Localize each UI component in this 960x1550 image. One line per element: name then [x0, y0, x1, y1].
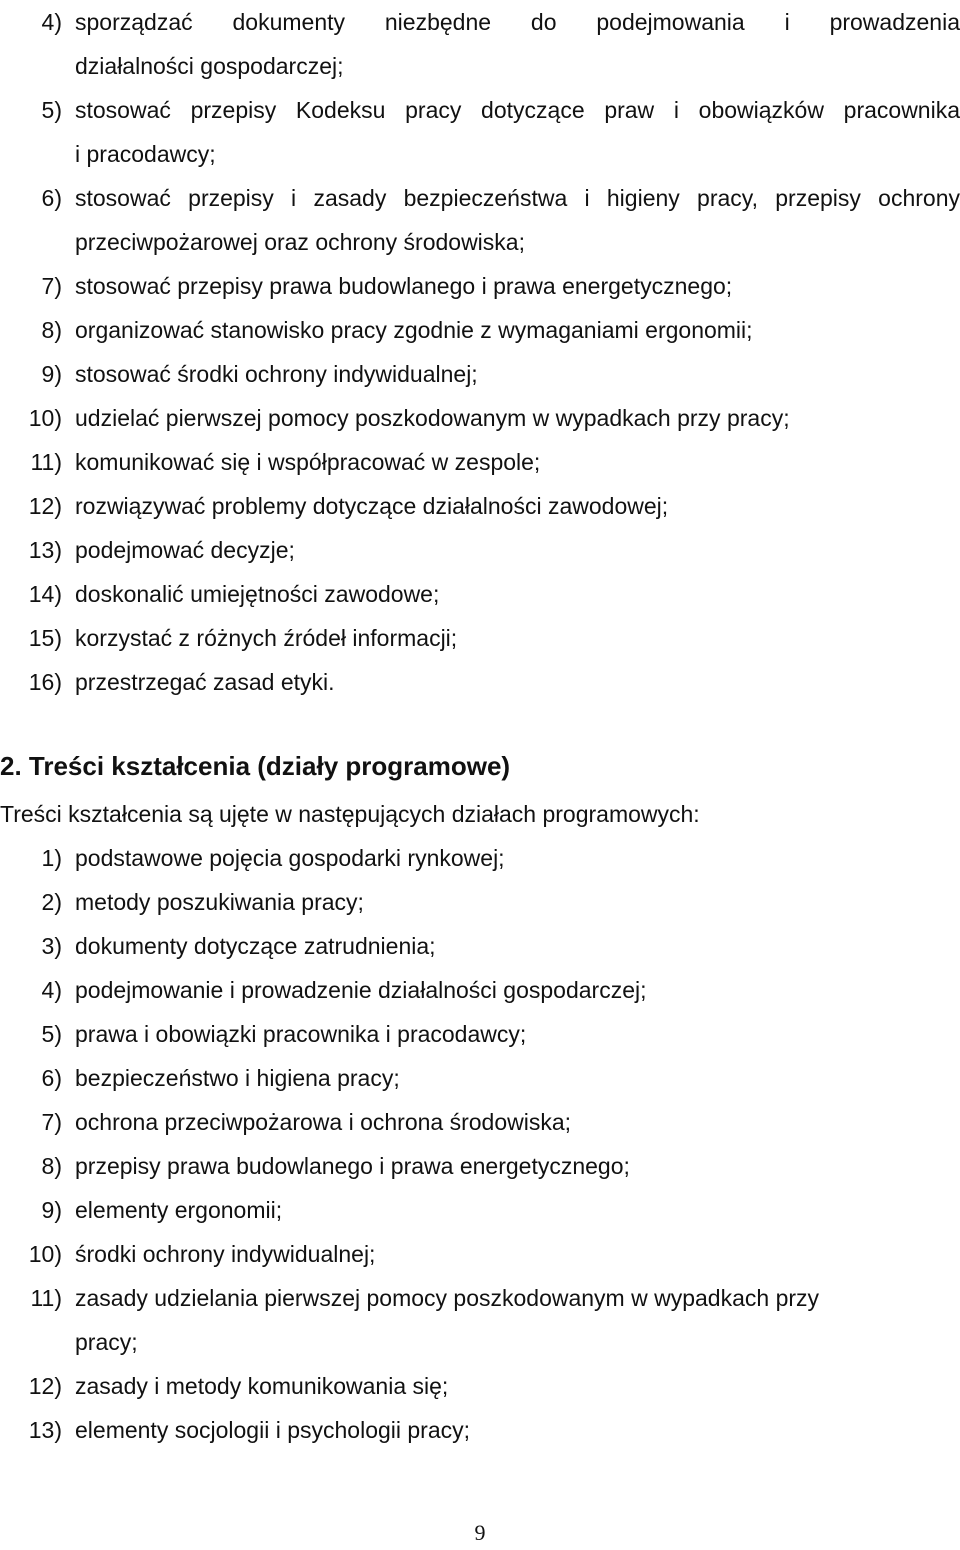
item-text: stosować środki ochrony indywidualnej; [75, 361, 478, 387]
list-item [0, 660, 960, 704]
list-item [0, 440, 960, 484]
item-continuation: działalności gospodarczej; [75, 53, 344, 79]
item-text: stosować przepisy Kodeksu pracy dotyczące praw i obowiązków pracownika [75, 97, 960, 123]
page-number: 9 [474, 1520, 486, 1545]
list-item [0, 88, 960, 132]
item-number: 5) [41, 97, 62, 123]
item-number: 4) [41, 977, 62, 1003]
item-number: 10) [28, 405, 62, 431]
item-text: prawa i obowiązki pracownika i pracodawcy; [75, 1021, 527, 1047]
item-text: doskonalić umiejętności zawodowe; [75, 581, 440, 607]
item-text: podejmować decyzje; [75, 537, 295, 563]
item-number: 4) [41, 9, 62, 35]
item-number: 10) [28, 1241, 62, 1267]
list-item [0, 1408, 960, 1452]
item-number: 13) [28, 1417, 62, 1443]
item-text: ochrona przeciwpożarowa i ochrona środowiska; [75, 1109, 572, 1135]
program-sections-list [0, 836, 960, 1452]
item-number: 8) [41, 317, 62, 343]
list-item [0, 880, 960, 924]
item-number: 16) [28, 669, 62, 695]
list-item [0, 484, 960, 528]
list-item [0, 1232, 960, 1276]
item-text: podejmowanie i prowadzenie działalności gospodarczej; [75, 977, 647, 1003]
list-item [0, 176, 960, 220]
list-item [0, 528, 960, 572]
item-continuation: przeciwpożarowej oraz ochrony środowiska; [75, 229, 525, 255]
item-text: stosować przepisy prawa budowlanego i prawa energetycznego; [75, 273, 733, 299]
item-text: stosować przepisy i zasady bezpieczeństwa i higieny pracy, przepisy ochrony [75, 185, 960, 211]
item-number: 9) [41, 1197, 62, 1223]
item-text: dokumenty dotyczące zatrudnienia; [75, 933, 436, 959]
item-continuation: i pracodawcy; [75, 141, 216, 167]
list-item [0, 1276, 960, 1320]
list-item [0, 616, 960, 660]
item-text: sporządzać dokumenty niezbędne do podejmowania i prowadzenia [75, 9, 960, 35]
item-text: elementy socjologii i psychologii pracy; [75, 1417, 471, 1443]
item-text: zasady i metody komunikowania się; [75, 1373, 449, 1399]
list-item [0, 1364, 960, 1408]
item-number: 7) [41, 1109, 62, 1135]
skills-list [0, 0, 960, 704]
item-text: bezpieczeństwo i higiena pracy; [75, 1065, 400, 1091]
list-item [0, 1188, 960, 1232]
item-number: 9) [41, 361, 62, 387]
list-item [0, 396, 960, 440]
item-number: 1) [41, 845, 62, 871]
section-heading: 2. Treści kształcenia (działy programowe) [0, 751, 511, 781]
item-number: 12) [28, 1373, 62, 1399]
list-item [0, 352, 960, 396]
item-text: zasady udzielania pierwszej pomocy poszkodowanym w wypadkach przy [75, 1285, 820, 1311]
item-continuation: pracy; [75, 1329, 138, 1355]
item-number: 3) [41, 933, 62, 959]
list-item [0, 836, 960, 880]
list-item [0, 308, 960, 352]
list-item [0, 1100, 960, 1144]
item-text: podstawowe pojęcia gospodarki rynkowej; [75, 845, 505, 871]
item-number: 11) [30, 1285, 62, 1311]
item-text: organizować stanowisko pracy zgodnie z wymaganiami ergonomii; [75, 317, 753, 343]
item-text: środki ochrony indywidualnej; [75, 1241, 376, 1267]
item-text: przepisy prawa budowlanego i prawa energetycznego; [75, 1153, 630, 1179]
item-number: 6) [41, 185, 62, 211]
item-number: 15) [28, 625, 62, 651]
list-item [0, 264, 960, 308]
item-number: 2) [41, 889, 62, 915]
list-item [0, 572, 960, 616]
item-text: elementy ergonomii; [75, 1197, 283, 1223]
item-number: 13) [28, 537, 62, 563]
item-number: 5) [41, 1021, 62, 1047]
item-number: 6) [41, 1065, 62, 1091]
list-item [0, 968, 960, 1012]
item-number: 8) [41, 1153, 62, 1179]
list-item [0, 0, 960, 44]
item-number: 11) [30, 449, 62, 475]
list-item [0, 924, 960, 968]
item-number: 7) [41, 273, 62, 299]
item-text: udzielać pierwszej pomocy poszkodowanym w wypadkach przy pracy; [75, 405, 790, 431]
item-number: 14) [28, 581, 62, 607]
item-text: przestrzegać zasad etyki. [75, 669, 335, 695]
item-text: korzystać z różnych źródeł informacji; [75, 625, 458, 651]
section-intro: Treści kształcenia są ujęte w następujących działach programowych: [0, 801, 700, 827]
list-item [0, 1144, 960, 1188]
list-item [0, 1012, 960, 1056]
item-number: 12) [28, 493, 62, 519]
item-text: rozwiązywać problemy dotyczące działalności zawodowej; [75, 493, 669, 519]
item-text: metody poszukiwania pracy; [75, 889, 364, 915]
item-text: komunikować się i współpracować w zespole; [75, 449, 541, 475]
list-item [0, 1056, 960, 1100]
